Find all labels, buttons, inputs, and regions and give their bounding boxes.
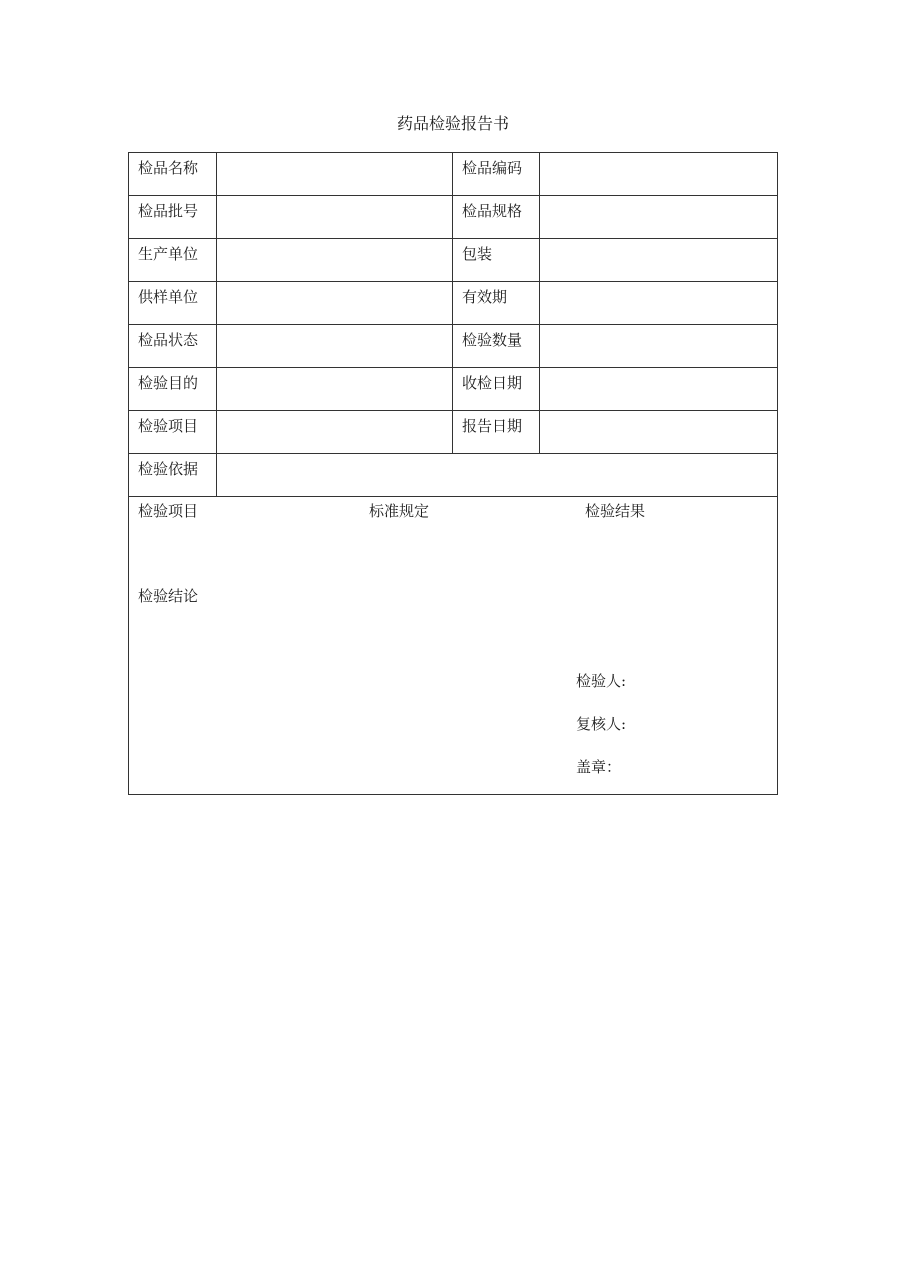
- label-manufacturer: 生产单位: [129, 239, 217, 282]
- signature-inspector: 检验人:: [576, 672, 627, 690]
- value-packaging[interactable]: [540, 239, 778, 282]
- label-receipt-date: 收检日期: [453, 368, 540, 411]
- value-purpose[interactable]: [217, 368, 453, 411]
- value-receipt-date[interactable]: [540, 368, 778, 411]
- header-test-result: 检验结果: [585, 502, 646, 520]
- row-items: [129, 411, 778, 454]
- label-batch-number: 检品批号: [129, 196, 217, 239]
- label-supplier: 供样单位: [129, 282, 217, 325]
- value-sample-status[interactable]: [217, 325, 453, 368]
- label-test-items: 检验项目: [129, 411, 217, 454]
- value-basis[interactable]: [217, 454, 778, 497]
- row-purpose: [129, 368, 778, 411]
- value-expiry[interactable]: [540, 282, 778, 325]
- header-standard: 标准规定: [369, 502, 430, 520]
- row-supplier: [129, 282, 778, 325]
- label-basis: 检验依据: [129, 454, 217, 497]
- value-test-items[interactable]: [217, 411, 453, 454]
- label-report-date: 报告日期: [453, 411, 540, 454]
- label-sample-status: 检品状态: [129, 325, 217, 368]
- label-purpose: 检验目的: [129, 368, 217, 411]
- label-packaging: 包装: [453, 239, 540, 282]
- conclusion-label: 检验结论: [138, 587, 199, 605]
- label-sample-code: 检品编码: [453, 153, 540, 196]
- signature-seal: 盖章：: [576, 758, 622, 776]
- row-status: [129, 325, 778, 368]
- row-manufacturer: [129, 239, 778, 282]
- label-quantity: 检验数量: [453, 325, 540, 368]
- signature-reviewer: 复核人:: [576, 715, 627, 733]
- row-basis: [129, 454, 778, 497]
- header-test-item: 检验项目: [138, 502, 199, 520]
- label-specification: 检品规格: [453, 196, 540, 239]
- value-quantity[interactable]: [540, 325, 778, 368]
- row-results: [129, 497, 778, 795]
- value-specification[interactable]: [540, 196, 778, 239]
- value-manufacturer[interactable]: [217, 239, 453, 282]
- value-report-date[interactable]: [540, 411, 778, 454]
- report-title: 药品检验报告书: [396, 114, 509, 133]
- label-expiry: 有效期: [453, 282, 540, 325]
- value-supplier[interactable]: [217, 282, 453, 325]
- value-sample-name[interactable]: [217, 153, 453, 196]
- value-batch-number[interactable]: [217, 196, 453, 239]
- results-section: [129, 497, 778, 795]
- row-batch: [129, 196, 778, 239]
- report-table: [128, 152, 778, 795]
- value-sample-code[interactable]: [540, 153, 778, 196]
- label-sample-name: 检品名称: [129, 153, 217, 196]
- row-sample-name: [129, 153, 778, 196]
